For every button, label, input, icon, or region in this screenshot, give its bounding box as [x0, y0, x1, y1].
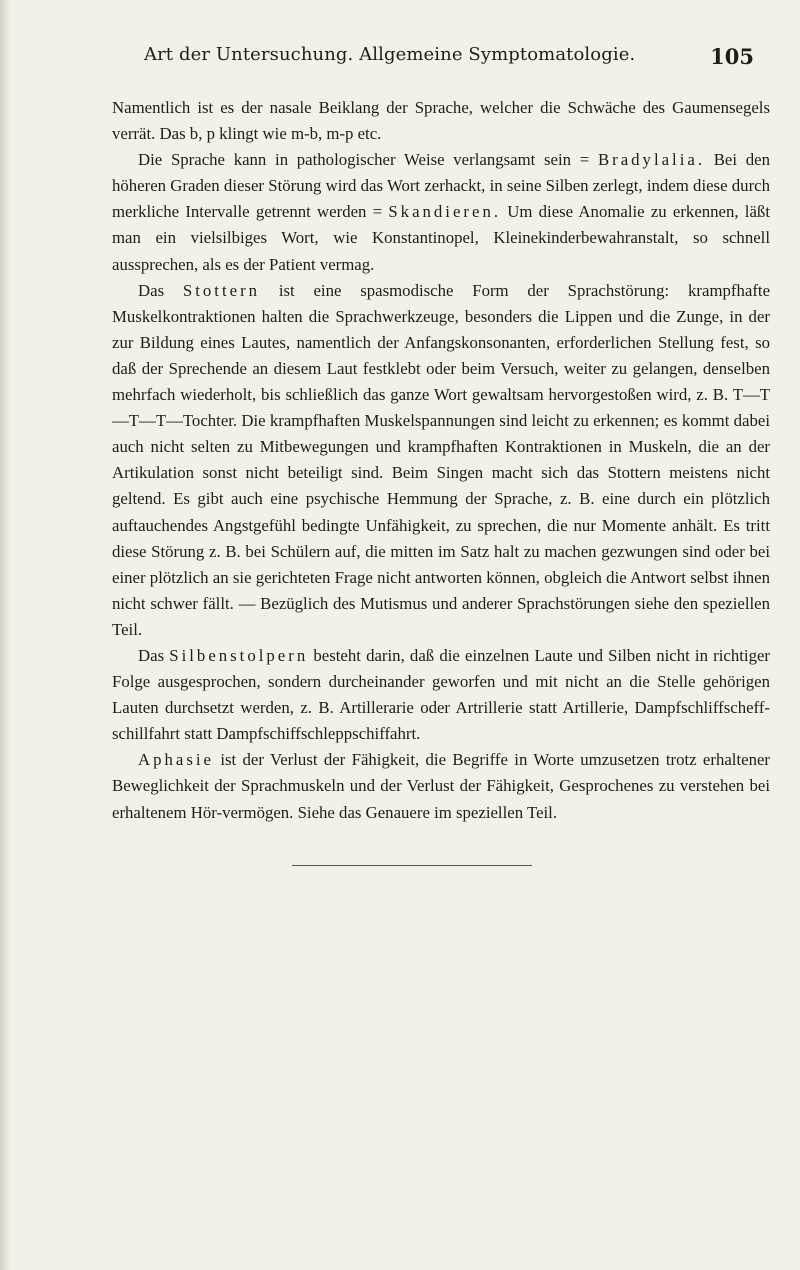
body-text	[112, 95, 770, 826]
running-header-title: Art der Untersuchung. Allgemeine Symptomatologie.	[144, 44, 636, 65]
term-silbenstolpern: Silbenstolpern	[169, 645, 309, 665]
paragraph-silbenstolpern	[112, 643, 770, 747]
paragraph-text: ist eine spasmodische Form der Sprachstörung: krampfhafte Muskelkontraktionen halten die Sprachwerkzeuge, besonders die Lippen und die Zunge, in der zur Bildung eines Lautes, namentlich der Anfangskonsonanten, erforderlichen Stellung fest, so daß der Sprechende an diesem Laut festklebt oder beim Versuch, weiter zu gelangen, denselben mehrfach wiederholt, bis schließlich das ganze Wort gewaltsam hervorgestoßen wird, z. B. T—T—T—T—Tochter. Die krampfhaften Muskelspannungen sind leicht zu erkennen; es kommt dabei auch nicht selten zu Mitbewegungen und krampfhaften Kontraktionen in Muskeln, die an der Artikulation sonst nicht beteiligt sind. Beim Singen macht sich das Stottern meistens nicht geltend. Es gibt auch eine psychische Hemmung der Sprache, z. B. eine durch ein plötzlich auftauchendes Angstgefühl bedingte Unfähigkeit, zu sprechen, die nur Momente anhält. Es tritt diese Störung z. B. bei Schülern auf, die mitten im Satz halt zu machen gezwungen sind oder bei einer plötzlich an sie gerichteten Frage nicht antworten können, obgleich die Antwort selbst ihnen nicht schwer fällt. — Bezüglich des Mutismus und anderer Sprachstörungen siehe den speziellen Teil.	[112, 280, 771, 639]
paragraph-text: Bei den höheren Graden dieser Störung wird das Wort zerhackt, in seine Silben zerlegt, indem diese durch merkliche Intervalle getrennt werden =	[112, 150, 770, 222]
term-bradylalia: Bradylalia.	[597, 150, 706, 170]
paragraph-text: Das	[138, 280, 183, 300]
paragraph-nasal-resonance	[112, 95, 770, 147]
paragraph-bradylalia	[112, 147, 770, 277]
paragraph-text: Die Sprache kann in pathologischer Weise verlangsamt sein =	[138, 150, 598, 170]
paragraph-text: Das	[138, 645, 170, 665]
paragraph-text: besteht darin, daß die einzelnen Laute und Silben nicht in richtiger Folge ausgesprochen, sondern durcheinander geworfen und mit nicht an die Stelle gehörigen Lauten durchsetzt werden, z. B. Artillerarie oder Artrillerie statt Artillerie, Dampfschliffscheff-schillfahrt statt Dampfschiffschleppschiffahrt.	[112, 645, 770, 744]
paragraph-text: ist der Verlust der Fähigkeit, die Begriffe in Worte umzusetzen trotz erhaltener Beweglichkeit der Sprachmuskeln und der Verlust der Fähigkeit, Gesprochenes zu verstehen bei erhaltenem Hör-vermögen. Siehe das Genauere im speziellen Teil.	[112, 750, 770, 822]
section-divider-rule	[292, 865, 532, 866]
paragraph-stottern	[112, 278, 770, 643]
term-stottern: Stottern	[182, 280, 261, 300]
term-skandieren: Skandieren.	[388, 202, 502, 222]
page-number: 105	[710, 44, 754, 69]
paragraph-text: Namentlich ist es der nasale Beiklang der Sprache, welcher die Schwäche des Gaumensegels verrät. Das b, p klingt wie m-b, m-p etc.	[112, 98, 770, 144]
paragraph-text: Um diese Anomalie zu erkennen, läßt man ein vielsilbiges Wort, wie Konstantinopel, Kleinekinderbewahranstalt, so schnell aussprechen, als es der Patient vermag.	[112, 202, 770, 274]
running-header	[112, 44, 770, 74]
term-aphasie: Aphasie	[138, 750, 214, 770]
paragraph-aphasie	[112, 747, 770, 825]
page-edge-shadow	[0, 0, 9, 1270]
